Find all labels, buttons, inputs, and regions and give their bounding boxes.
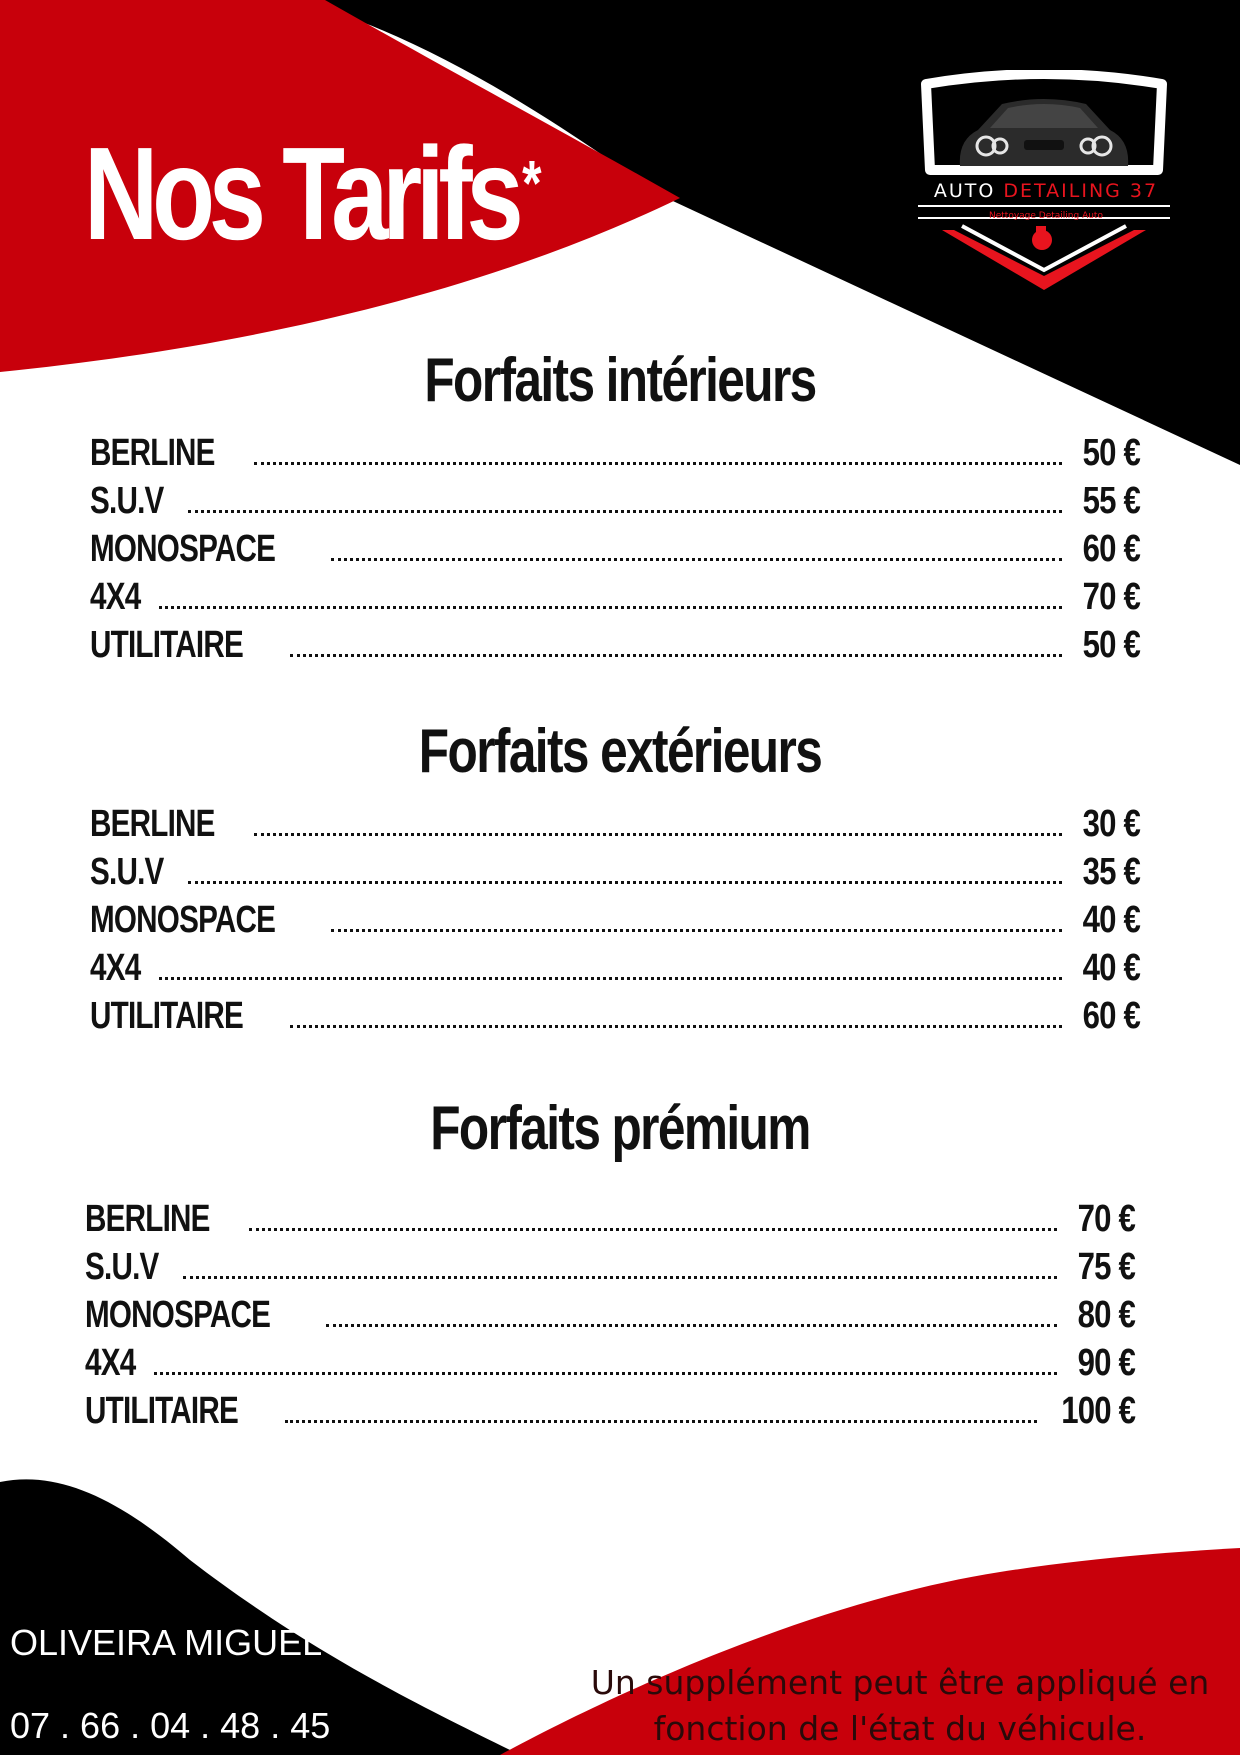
dot-leader (254, 461, 1062, 465)
price-value: 30 € (1082, 803, 1140, 845)
dot-leader (188, 880, 1062, 884)
price-row (85, 1246, 1135, 1294)
section-premium (0, 1094, 1240, 1163)
dot-leader (254, 832, 1062, 836)
dot-leader (331, 557, 1062, 561)
dot-leader (159, 976, 1062, 980)
logo-tagline: Nettoyage Detailing Auto (989, 211, 1103, 221)
price-row (90, 480, 1140, 528)
note-line: Un supplément peut être appliqué en (590, 1663, 1210, 1702)
contact-phone: 07 . 66 . 04 . 48 . 45 (10, 1705, 331, 1746)
price-row (85, 1198, 1135, 1246)
price-row (90, 899, 1140, 947)
price-row (90, 803, 1140, 851)
price-list-exterior (90, 803, 1140, 1043)
contact-name: OLIVEIRA MIGUEL (10, 1622, 323, 1663)
section-exterior (0, 717, 1240, 786)
vehicle-label: S.U.V (90, 480, 164, 522)
dot-leader (290, 1024, 1062, 1028)
price-list-interior (90, 432, 1140, 672)
vehicle-label: S.U.V (85, 1246, 159, 1288)
price-list-premium (85, 1198, 1135, 1438)
dot-leader (188, 509, 1062, 513)
vehicle-label: 4X4 (85, 1342, 136, 1384)
price-value: 50 € (1082, 432, 1140, 474)
price-value: 70 € (1077, 1198, 1135, 1240)
vehicle-label: BERLINE (90, 432, 215, 474)
price-value: 50 € (1082, 624, 1140, 666)
price-value: 70 € (1082, 576, 1140, 618)
dot-leader (249, 1227, 1057, 1231)
price-value: 60 € (1082, 995, 1140, 1037)
dot-leader (285, 1419, 1037, 1423)
vehicle-label: BERLINE (90, 803, 215, 845)
price-row (90, 995, 1140, 1043)
dot-leader (326, 1323, 1057, 1327)
price-value: 40 € (1082, 947, 1140, 989)
vehicle-label: UTILITAIRE (90, 624, 244, 666)
dot-leader (290, 653, 1062, 657)
price-row (85, 1390, 1135, 1438)
logo-name: AUTO DETAILING 37 (933, 180, 1159, 202)
section-title: Forfaits prémium (430, 1094, 810, 1163)
vehicle-label: 4X4 (90, 576, 141, 618)
vehicle-label: MONOSPACE (90, 528, 276, 570)
vehicle-label: MONOSPACE (90, 899, 276, 941)
vehicle-label: 4X4 (90, 947, 141, 989)
vehicle-label: UTILITAIRE (90, 995, 244, 1037)
section-title: Forfaits extérieurs (418, 717, 822, 786)
price-value: 60 € (1082, 528, 1140, 570)
dot-leader (154, 1371, 1057, 1375)
price-value: 35 € (1082, 851, 1140, 893)
price-value: 40 € (1082, 899, 1140, 941)
price-row (90, 528, 1140, 576)
price-value: 55 € (1082, 480, 1140, 522)
section-title: Forfaits intérieurs (424, 346, 816, 415)
price-value: 90 € (1077, 1342, 1135, 1384)
price-value: 75 € (1077, 1246, 1135, 1288)
dot-leader (159, 605, 1062, 609)
asterisk-mark: * (522, 147, 542, 219)
price-row (85, 1294, 1135, 1342)
section-interior (0, 346, 1240, 415)
vehicle-label: MONOSPACE (85, 1294, 271, 1336)
note-line: fonction de l'état du véhicule. (653, 1709, 1147, 1748)
price-value: 100 € (1061, 1390, 1135, 1432)
dot-leader (331, 928, 1062, 932)
price-value: 80 € (1077, 1294, 1135, 1336)
price-row (90, 576, 1140, 624)
vehicle-label: UTILITAIRE (85, 1390, 239, 1432)
surcharge-note (560, 1660, 1240, 1755)
price-row (90, 947, 1140, 995)
price-row (90, 624, 1140, 672)
vehicle-label: BERLINE (85, 1198, 210, 1240)
price-row (85, 1342, 1135, 1390)
page-title: Nos Tarifs* (84, 120, 542, 267)
vehicle-label: S.U.V (90, 851, 164, 893)
price-row (90, 432, 1140, 480)
dot-leader (183, 1275, 1057, 1279)
price-row (90, 851, 1140, 899)
